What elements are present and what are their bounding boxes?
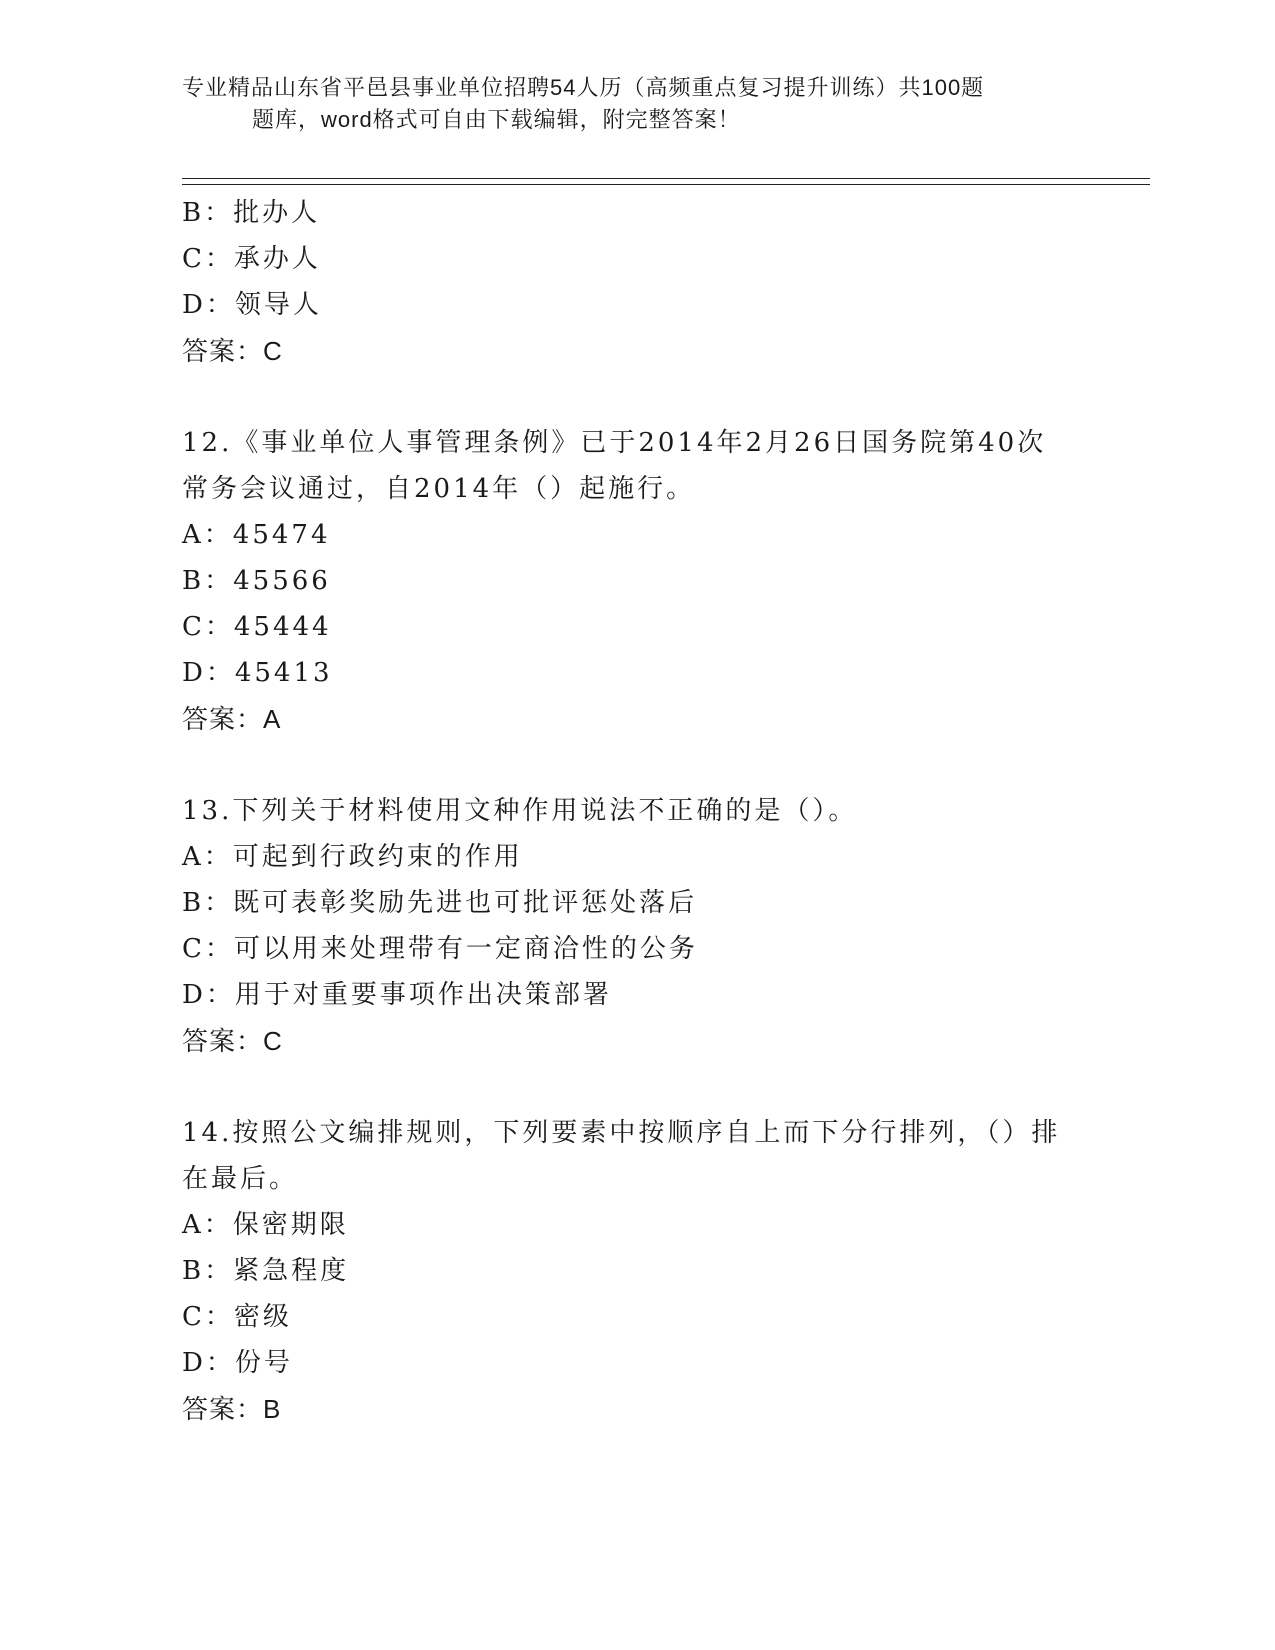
- option-a: A：45474: [182, 520, 331, 550]
- document-body: [182, 190, 1062, 1432]
- option-c: C：密级: [182, 1302, 292, 1332]
- question-13: [182, 788, 1062, 1064]
- answer-line: 答案：C: [182, 336, 283, 366]
- option-a: A：可起到行政约束的作用: [182, 842, 523, 872]
- question-text-line-2: 常务会议通过，自2014年（）起施行。: [182, 474, 696, 504]
- option-b: B：批办人: [182, 198, 321, 228]
- option-c: C：可以用来处理带有一定商洽性的公务: [182, 934, 698, 964]
- option-d: D：份号: [182, 1348, 293, 1378]
- answer-line: 答案：B: [182, 1394, 282, 1424]
- answer-line: 答案：A: [182, 704, 282, 734]
- question-text-line-1: 14.按照公文编排规则，下列要素中按顺序自上而下分行排列，（）排: [182, 1118, 1061, 1148]
- option-b: B：45566: [182, 566, 331, 596]
- question-text-line-1: 13.下列关于材料使用文种作用说法不正确的是（）。: [182, 796, 858, 826]
- option-a: A：保密期限: [182, 1210, 349, 1240]
- question-text-line-2: 在最后。: [182, 1164, 299, 1194]
- answer-line: 答案：C: [182, 1026, 283, 1056]
- header-line-1: 专业精品山东省平邑县事业单位招聘54人历（高频重点复习提升训练）共100题: [182, 75, 985, 100]
- option-d: D：45413: [182, 658, 333, 688]
- option-c: C：45444: [182, 612, 332, 642]
- header-rule-top: [182, 178, 1150, 179]
- option-b: B：紧急程度: [182, 1256, 350, 1286]
- option-b: B：既可表彰奖励先进也可批评惩处落后: [182, 888, 698, 918]
- question-14: [182, 1110, 1062, 1432]
- question-text-line-1: 12.《事业单位人事管理条例》已于2014年2月26日国务院第40次: [182, 428, 1047, 458]
- option-c: C：承办人: [182, 244, 321, 274]
- option-d: D：用于对重要事项作出决策部署: [182, 980, 612, 1010]
- header-line-2: 题库，word格式可自由下载编辑，附完整答案！: [252, 107, 741, 132]
- question-11: [182, 190, 1062, 374]
- header-rule-bottom: [182, 184, 1150, 185]
- document-header: [182, 72, 1082, 136]
- option-d: D：领导人: [182, 290, 322, 320]
- question-12: [182, 420, 1062, 742]
